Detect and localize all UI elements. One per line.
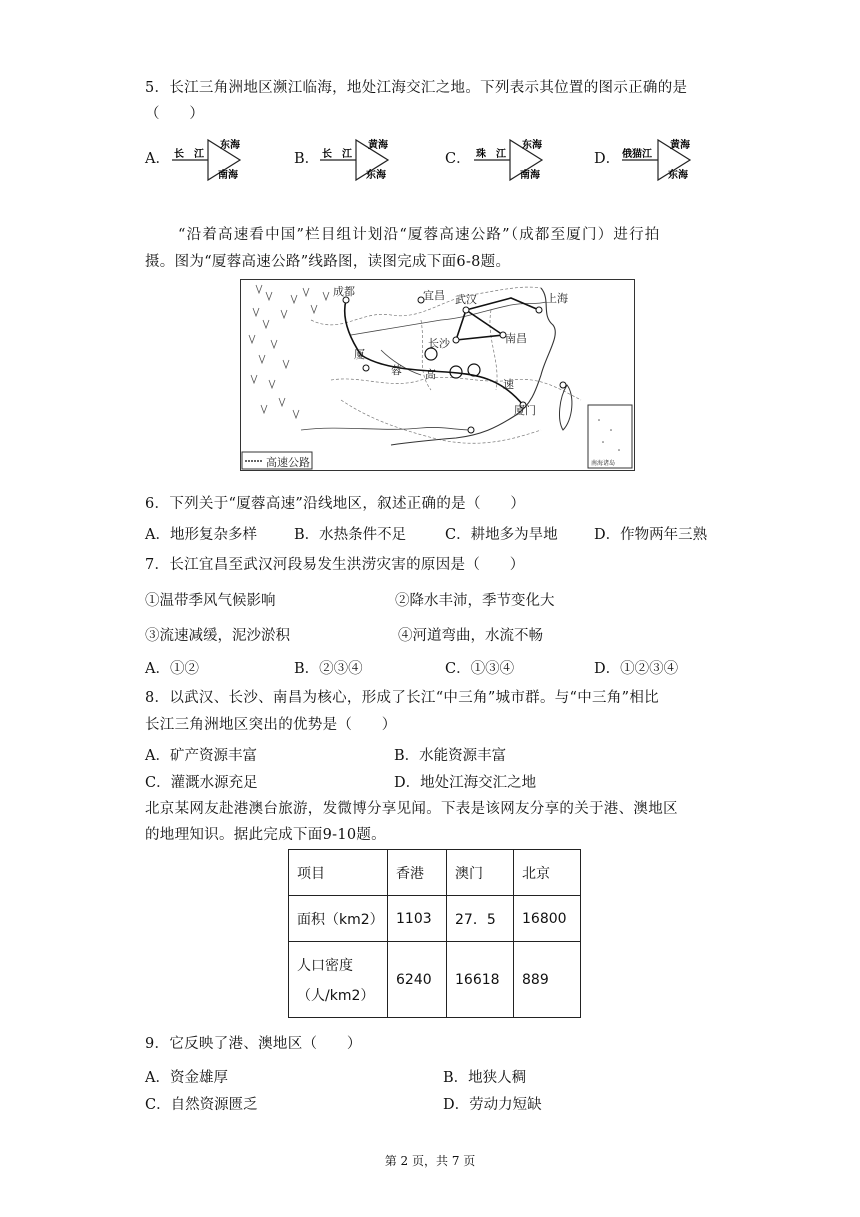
q5-b-top: 黄海 bbox=[368, 140, 388, 151]
map-city-changsha: 长沙 bbox=[428, 337, 450, 350]
table-row-label-line1: 人口密度 bbox=[297, 957, 353, 974]
map-city-xiamen: 厦门 bbox=[514, 404, 536, 417]
table-header-cell: 澳门 bbox=[447, 850, 514, 896]
q8-option-c: C．灌溉水源充足 bbox=[145, 775, 258, 791]
table-header-cell: 项目 bbox=[289, 850, 388, 896]
map-city-shanghai: 上海 bbox=[546, 292, 568, 305]
map-drawing bbox=[241, 280, 634, 470]
q5-a-river: 长 江 bbox=[174, 149, 204, 160]
q5-d-top: 黄海 bbox=[670, 140, 690, 151]
q5-option-d-diagram bbox=[620, 136, 700, 184]
table-row-label bbox=[289, 942, 388, 1018]
q5-c-bottom: 南海 bbox=[520, 170, 540, 181]
page-footer: 第 2 页，共 7 页 bbox=[384, 1154, 476, 1168]
q5-stem-line1: 5．长江三角洲地区濒江临海，地处江海交汇之地。下列表示其位置的图示正确的是 bbox=[145, 80, 688, 96]
q7-item-2: ②降水丰沛，季节变化大 bbox=[395, 593, 555, 609]
table-row-label: 面积（km2） bbox=[289, 896, 388, 942]
map-legend-label: 高速公路 bbox=[266, 456, 310, 469]
table-row-label-line2: （人/km2） bbox=[297, 987, 375, 1004]
q8-stem-line2: 长江三角洲地区突出的优势是（ ） bbox=[145, 717, 397, 733]
q6-option-c: C．耕地多为旱地 bbox=[445, 527, 558, 543]
q5-option-d-letter: D． bbox=[594, 151, 621, 167]
table-cell: 16800 bbox=[514, 896, 581, 942]
q5-option-a-diagram bbox=[170, 136, 250, 184]
table-row bbox=[289, 896, 581, 942]
table-cell: 1103 bbox=[388, 896, 447, 942]
q6-option-d: D．作物两年三熟 bbox=[594, 527, 708, 543]
q9-option-b: B．地狭人稠 bbox=[443, 1070, 527, 1086]
table-header-cell: 北京 bbox=[514, 850, 581, 896]
q8-option-b: B．水能资源丰富 bbox=[394, 748, 507, 764]
q5-option-b-letter: B． bbox=[294, 151, 320, 167]
q7-option-d: D．①②③④ bbox=[594, 661, 679, 677]
route-map bbox=[240, 279, 635, 471]
q7-option-c: C．①③④ bbox=[445, 661, 515, 677]
q6-stem: 6．下列关于“厦蓉高速”沿线地区，叙述正确的是（ ） bbox=[145, 496, 526, 512]
q9-option-d: D．劳动力短缺 bbox=[443, 1097, 542, 1113]
intro-line2: 摄。图为“厦蓉高速公路”线路图，读图完成下面6-8题。 bbox=[145, 254, 511, 270]
q9-option-a: A．资金雄厚 bbox=[145, 1070, 228, 1086]
q7-item-4: ④河道弯曲，水流不畅 bbox=[398, 628, 543, 644]
map-route-char-3: 高 bbox=[425, 368, 436, 381]
table-header-row bbox=[289, 850, 581, 896]
map-city-wuhan: 武汉 bbox=[455, 293, 477, 306]
intro2-line1: 北京某网友赴港澳台旅游，发微博分享见闻。下表是该网友分享的关于港、澳地区 bbox=[145, 801, 678, 817]
map-route-char-4: 速 bbox=[503, 378, 514, 391]
map-city-nanchang: 南昌 bbox=[505, 332, 527, 345]
q5-d-bottom: 东海 bbox=[668, 170, 688, 181]
q5-b-river: 长 江 bbox=[322, 149, 352, 160]
intro2-line2: 的地理知识。据此完成下面9-10题。 bbox=[145, 827, 386, 843]
q5-b-bottom: 东海 bbox=[366, 170, 386, 181]
q5-stem-line2: （ ） bbox=[145, 106, 205, 122]
q7-option-a: A．①② bbox=[145, 661, 199, 677]
q7-item-1: ①温带季风气候影响 bbox=[145, 593, 276, 609]
map-route-char-1: 厦 bbox=[354, 348, 365, 361]
q8-option-a: A．矿产资源丰富 bbox=[145, 748, 257, 764]
intro-line1: “沿着高速看中国”栏目组计划沿“厦蓉高速公路”（成都至厦门）进行拍 bbox=[178, 227, 661, 243]
q5-option-c-letter: C． bbox=[445, 151, 471, 167]
map-city-yichang: 宜昌 bbox=[423, 289, 445, 302]
table-cell: 16618 bbox=[447, 942, 514, 1018]
q7-stem: 7．长江宜昌至武汉河段易发生洪涝灾害的原因是（ ） bbox=[145, 557, 525, 573]
table-row bbox=[289, 942, 581, 1018]
data-table bbox=[288, 849, 581, 1018]
q8-option-d: D．地处江海交汇之地 bbox=[394, 775, 537, 791]
table-cell: 889 bbox=[514, 942, 581, 1018]
q6-option-b: B．水热条件不足 bbox=[294, 527, 407, 543]
table-cell: 27．5 bbox=[447, 896, 514, 942]
q5-c-river: 珠 江 bbox=[476, 149, 506, 160]
table-cell: 6240 bbox=[388, 942, 447, 1018]
q5-c-top: 东海 bbox=[522, 140, 542, 151]
q8-stem-line1: 8．以武汉、长沙、南昌为核心，形成了长江“中三角”城市群。与“中三角”相比 bbox=[145, 690, 659, 706]
q5-a-top: 东海 bbox=[220, 140, 240, 151]
q6-option-a: A．地形复杂多样 bbox=[145, 527, 257, 543]
q7-item-3: ③流速减缓，泥沙淤积 bbox=[145, 628, 290, 644]
q5-option-b-diagram bbox=[318, 136, 398, 184]
q5-a-bottom: 南海 bbox=[218, 170, 238, 181]
q7-option-b: B．②③④ bbox=[294, 661, 363, 677]
map-city-chengdu: 成都 bbox=[333, 285, 355, 298]
table-header-cell: 香港 bbox=[388, 850, 447, 896]
q5-option-c-diagram bbox=[472, 136, 552, 184]
q9-stem: 9．它反映了港、澳地区（ ） bbox=[145, 1036, 362, 1052]
map-inset-label: 南海诸岛 bbox=[591, 460, 616, 467]
q9-option-c: C．自然资源匮乏 bbox=[145, 1097, 258, 1113]
map-route-char-2: 蓉 bbox=[391, 364, 402, 377]
q5-option-a-letter: A． bbox=[145, 151, 170, 167]
q5-d-river: 俄猫江 bbox=[622, 149, 652, 160]
